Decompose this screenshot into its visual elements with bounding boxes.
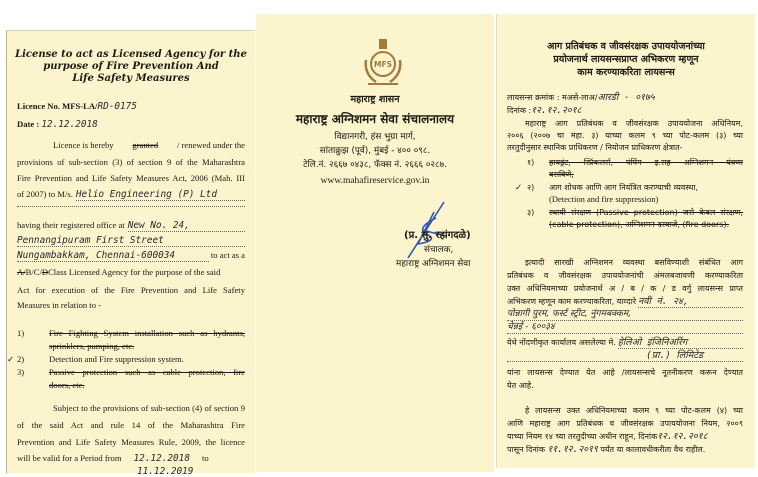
struck-text: A/ — [17, 267, 26, 277]
licence-date-label: दिनांक : — [507, 106, 532, 115]
validity-line — [507, 431, 708, 442]
licence-number-value: आरडी - ०१७५ — [597, 92, 655, 103]
text: will be valid for a Period from — [17, 453, 122, 463]
valid-to-date: 11.12.2019 — [137, 466, 194, 477]
address-line: चेन्नई - ६००३४ — [507, 322, 743, 334]
valid-from-date: 12.12.2018 — [133, 453, 190, 464]
licence-number-value: RD-0175 — [97, 101, 137, 112]
licence-title-line: Life Safety Measures — [72, 73, 190, 84]
signatory-name: (प्र. सु. रहांगदळे) — [404, 230, 471, 241]
item-number: ३) — [527, 208, 535, 217]
text: of 2007) to M/s. — [17, 189, 73, 199]
valid-from-date: १२.१२.२०१८ — [657, 431, 708, 442]
licence-date-label: Date : — [17, 119, 40, 129]
item-number: १) — [527, 158, 535, 167]
company-name: (प्रा.) लिमिटेड — [646, 350, 703, 361]
paragraph-line: तरतुदीनुसार स्थानिक प्राधिकरण / नियोजन प्राधिकरण क्षेत्रात- — [507, 143, 683, 152]
item-line: (Detection and fire suppression) — [549, 194, 659, 204]
paragraph-line: महाराष्ट्र आग प्रतिबंधक व जीवसंरक्षक उपाययोजना अधिनियम, — [525, 119, 743, 128]
address-value: नवी नं. २४, — [638, 296, 743, 308]
address-line: New No. 24, — [128, 220, 245, 232]
licence-title-line: प्रयोजनार्थ लायसन्सप्राप्त अभिकरण म्हणून — [553, 54, 699, 65]
government-name: महाराष्ट्र शासन — [350, 94, 400, 105]
licence-date-value: 12.12.2018 — [41, 119, 98, 130]
dotted-line — [17, 197, 245, 207]
signatory-designation: संचालक, — [424, 245, 454, 255]
english-licence-panel — [6, 30, 255, 477]
item-struck-line: बसविणे, — [549, 170, 574, 179]
check-mark-icon: ✓ — [515, 182, 523, 192]
item-struck-line: हायड्रंट, स्प्रिंकलर्स, पंपिंग इ.सह अग्निशमन यंत्रणा — [549, 158, 743, 167]
paragraph-line: येत आहे. — [507, 381, 534, 390]
paragraph-line: Measures in relation to - — [17, 300, 102, 310]
item-struck-line: Fire Fighting System installation such as hydrants, — [49, 328, 245, 338]
licence-date — [17, 119, 98, 130]
department-panel — [256, 14, 494, 472]
item-line: Detection and Fire suppression system. — [49, 354, 184, 364]
address-line: पोन्नागी पुरम, फर्स्ट स्ट्रीट, नुंगमबक्कम, — [507, 309, 743, 321]
paragraph-line: २००६ (२००७ चा महा. ३) याच्या कलम ९ च्या पोट-कलम (३) च्या — [507, 131, 743, 140]
licence-date-value: १२.१२.२०१८ — [531, 105, 582, 116]
address-value: Nungambakkam, Chennai-600034 — [17, 250, 209, 262]
licence-date — [507, 105, 582, 116]
paragraph-line: इत्यादी सारखी अग्निशमन व्यवस्था बसविण्याशी संबंधित आग — [525, 258, 743, 267]
text: having their registered office at — [17, 220, 125, 230]
address-line: विद्यानगरी, हंस भुग्रा मार्ग, — [334, 132, 416, 142]
item-struck-line: स्थायी संरक्षण (Passive protection) जसे केबल संरक्षण, — [549, 208, 743, 217]
item-struck-line: (cable protection), अग्निशमन दरवाजे, (fire doors). — [549, 220, 730, 229]
licence-title-line: काम करण्याकरिता लायसन्स — [577, 67, 675, 78]
item-number: २) — [527, 183, 535, 192]
paragraph-line — [17, 140, 245, 151]
item-number: 3) — [17, 367, 25, 377]
text: Licence is hereby — [53, 140, 114, 150]
licence-title-line: आग प्रतिबंधक व जीवसंरक्षक उपाययोजनांच्या — [547, 41, 705, 52]
signatory-organisation: महाराष्ट्र अग्निशमन सेवा — [396, 259, 471, 269]
text: / renewed under the — [176, 140, 245, 150]
text: अभिकरण म्हणून काम करण्याकरिता, याव्दारे — [507, 297, 637, 306]
paragraph-line: Subject to the provisions of sub-section (4) of section 9 — [53, 403, 245, 413]
marathi-licence-panel — [496, 14, 755, 468]
licence-title-line: License to act as Licensed Agency for the — [15, 49, 247, 60]
item-struck-line: sprinklers, pumping, etc. — [49, 341, 135, 351]
paragraph-line: उक्त अधिनियमाच्या प्रयोजनार्थ अ / ब / क / ड वर्गु लायसन्स प्राप्त — [507, 284, 743, 293]
licence-title-line: purpose of Fire Prevention And — [43, 61, 219, 72]
mfs-emblem-icon — [360, 38, 406, 88]
company-name: हेलिओ इंजिनिअरिंग — [618, 337, 743, 349]
paragraph-line: हे लायसन्स उक्त अधिनियमाच्या कलम ९ च्या पोट-कलम (४) च्या — [525, 406, 743, 415]
paragraph-line: Prevention and Life Safety Measures Rule, 2009, the licence — [17, 437, 245, 447]
company-line — [507, 337, 743, 349]
item-number: 2) — [17, 354, 25, 364]
text: Class Licensed Agency for the purpose of the said — [48, 267, 221, 277]
text: B/C/ — [25, 267, 42, 277]
class-line — [17, 267, 245, 278]
licence-number — [17, 101, 137, 112]
struck-text: granted — [132, 140, 159, 150]
emblem-text: MFS — [374, 60, 392, 69]
licence-number-label: Licence No. MFS-LA/ — [17, 101, 98, 111]
paragraph-line: of the said Act and rule 14 of the Maharashtra Fire — [17, 420, 245, 430]
address-line — [507, 296, 743, 308]
address-line: सांताक्रुझ (पूर्व), मुंबई - ४०० ०९८. — [319, 146, 431, 156]
paragraph-line: Act for execution of the Fire Prevention and Life Safety — [17, 285, 245, 295]
item-struck-line: doors, etc. — [49, 380, 85, 390]
validity-line — [17, 453, 209, 464]
website-link[interactable]: www.mahafireservice.gov.in — [320, 176, 430, 186]
paragraph-line: प्रतिबंधक व जीवसंरक्षक उपाययोजनांची अंमलबजावणी करण्याकरिता — [507, 271, 743, 280]
validity-line — [507, 444, 705, 455]
paragraph-line: provisions of sub-section (3) of section 9 of the Maharashtra — [17, 157, 245, 167]
text: to act as a — [210, 250, 245, 260]
licence-number — [507, 92, 655, 103]
check-mark-icon: ✓ — [7, 354, 15, 364]
address-line — [17, 250, 245, 262]
text: येथे नोंदणीकृत कार्यालय असलेल्या मे. — [507, 338, 616, 347]
text: पर्यंत या कालावधीकरीता वैध राहील. — [600, 445, 706, 454]
paragraph-line: यांना लायसन्स देण्यात येत आहे /लायसन्सचे नूतनीकरण करून देण्यात — [507, 368, 743, 377]
item-struck-line: Passive protection such as cable protection, fire — [49, 367, 245, 377]
text: याच्या नियम १४ च्या तरतुदीच्या अधीन राहून, दिनांक — [507, 432, 658, 441]
phone-fax: टेलि.नं. २६६७ ०४३८, फॅक्स नं. २६६६ ०२८७. — [303, 160, 447, 170]
address-line: Pennangipuram First Street — [17, 235, 245, 247]
department-name: महाराष्ट्र अग्निशमन सेवा संचालनालय — [295, 112, 455, 126]
valid-to-date: ११.१२.२०१९ — [547, 444, 598, 455]
text: to — [201, 453, 209, 463]
item-line: आग शोधक आणि आग नियंत्रित करण्याची व्यवस्था, — [549, 183, 699, 192]
licence-number-label: लायसन्स क्रमांक : मअसे-लाअ/ — [507, 93, 598, 102]
struck-text: D — [41, 267, 49, 277]
company-line — [507, 350, 743, 362]
office-line — [17, 220, 245, 232]
paragraph-line: आणि महाराष्ट्र आग प्रतिबंधक व जीवसंरक्षक उपाययोजना नियम, २००९ — [507, 419, 743, 428]
item-number: 1) — [17, 328, 25, 338]
text: पासून दिनांक — [507, 445, 545, 454]
paragraph-line: Fire Prevention and Life Safety Measures Act, 2006 (Mah. III — [17, 173, 245, 183]
company-name: Helio Engineering (P) Ltd — [76, 189, 245, 201]
